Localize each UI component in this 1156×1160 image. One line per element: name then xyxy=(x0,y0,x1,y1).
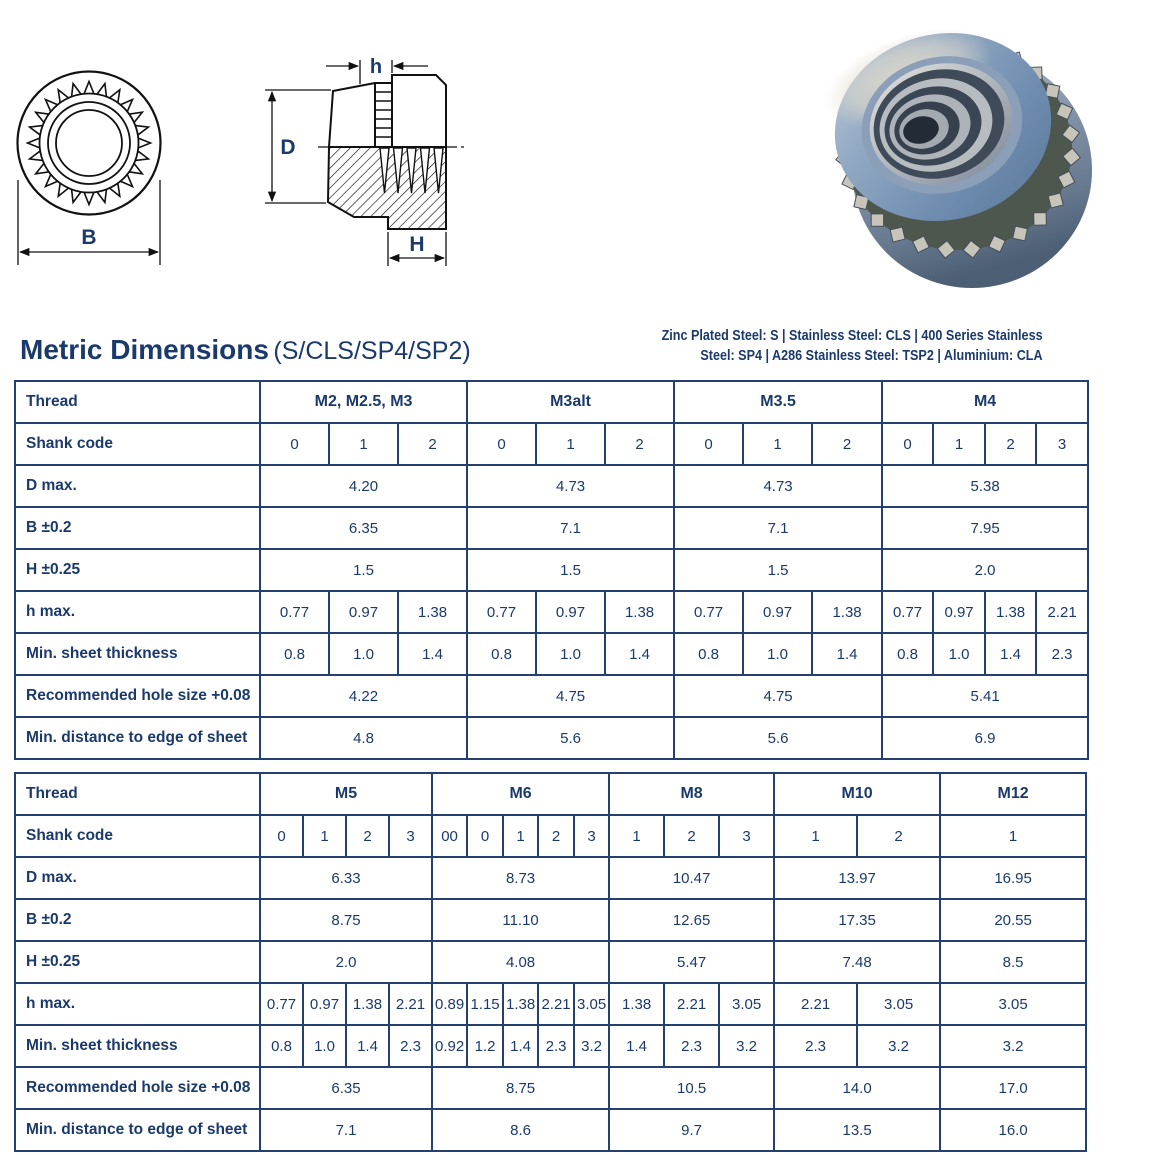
value-cell: 1.4 xyxy=(812,633,882,675)
value-cell: 0.8 xyxy=(260,1025,303,1067)
value-cell: 14.0 xyxy=(774,1067,940,1109)
value-cell: 1.5 xyxy=(467,549,674,591)
value-cell: 4.22 xyxy=(260,675,467,717)
value-cell: 2.3 xyxy=(664,1025,719,1067)
value-cell: 1.4 xyxy=(985,633,1036,675)
value-cell: 4.73 xyxy=(674,465,882,507)
value-cell: 16.95 xyxy=(940,857,1086,899)
value-cell: 4.73 xyxy=(467,465,674,507)
value-cell: 1 xyxy=(329,423,398,465)
thread-group-header: M12 xyxy=(940,773,1086,815)
value-cell: 17.0 xyxy=(940,1067,1086,1109)
value-cell: 1.4 xyxy=(503,1025,538,1067)
row-label: Min. distance to edge of sheet xyxy=(15,717,260,759)
row-label: D max. xyxy=(15,465,260,507)
thread-group-header: M3alt xyxy=(467,381,674,423)
value-cell: 3 xyxy=(574,815,609,857)
thread-group-header: M10 xyxy=(774,773,940,815)
value-cell: 1.0 xyxy=(743,633,812,675)
value-cell: 1 xyxy=(933,423,985,465)
value-cell: 5.6 xyxy=(467,717,674,759)
value-cell: 8.5 xyxy=(940,941,1086,983)
row-label: B ±0.2 xyxy=(15,899,260,941)
value-cell: 1.0 xyxy=(933,633,985,675)
value-cell: 2.3 xyxy=(774,1025,857,1067)
shank-knurl-lines xyxy=(375,92,392,137)
value-cell: 2 xyxy=(605,423,674,465)
value-cell: 1.4 xyxy=(605,633,674,675)
value-cell: 10.5 xyxy=(609,1067,774,1109)
row-label: D max. xyxy=(15,857,260,899)
value-cell: 0 xyxy=(467,815,503,857)
value-cell: 8.6 xyxy=(432,1109,609,1151)
value-cell: 5.38 xyxy=(882,465,1088,507)
value-cell: 1.38 xyxy=(398,591,467,633)
value-cell: 1 xyxy=(536,423,605,465)
value-cell: 7.1 xyxy=(674,507,882,549)
value-cell: 1.38 xyxy=(985,591,1036,633)
value-cell: 16.0 xyxy=(940,1109,1086,1151)
value-cell: 3.2 xyxy=(857,1025,940,1067)
value-cell: 2.3 xyxy=(538,1025,574,1067)
table-row-b-0-2 xyxy=(15,899,1086,941)
value-cell: 2 xyxy=(346,815,389,857)
materials-note-line2: Steel: SP4 | A286 Stainless Steel: TSP2 | Aluminium: CLA xyxy=(700,347,1043,364)
value-cell: 11.10 xyxy=(432,899,609,941)
page-title xyxy=(20,334,471,366)
table-row-shank-code xyxy=(15,423,1088,465)
row-label: Min. sheet thickness xyxy=(15,1025,260,1067)
value-cell: 1 xyxy=(303,815,346,857)
row-label: H ±0.25 xyxy=(15,549,260,591)
value-cell: 10.47 xyxy=(609,857,774,899)
value-cell: 00 xyxy=(432,815,467,857)
value-cell: 2.3 xyxy=(1036,633,1088,675)
value-cell: 3.05 xyxy=(719,983,774,1025)
value-cell: 0.89 xyxy=(432,983,467,1025)
row-label: Min. sheet thickness xyxy=(15,633,260,675)
value-cell: 1.38 xyxy=(346,983,389,1025)
table-row-h-max- xyxy=(15,591,1088,633)
dim-label-b: B xyxy=(81,226,97,249)
value-cell: 1.0 xyxy=(536,633,605,675)
value-cell: 0.8 xyxy=(674,633,743,675)
value-cell: 1.38 xyxy=(812,591,882,633)
table-row-recommended-hole-size-0-08 xyxy=(15,675,1088,717)
value-cell: 2 xyxy=(664,815,719,857)
value-cell: 1.0 xyxy=(329,633,398,675)
value-cell: 2 xyxy=(985,423,1036,465)
value-cell: 3.2 xyxy=(940,1025,1086,1067)
value-cell: 13.97 xyxy=(774,857,940,899)
dim-label-h-cap: H xyxy=(409,233,425,256)
value-cell: 1.15 xyxy=(467,983,503,1025)
row-label: Recommended hole size +0.08 xyxy=(15,675,260,717)
title-suffix: (S/CLS/SP4/SP2) xyxy=(273,337,471,365)
table-row-min-sheet-thickness xyxy=(15,633,1088,675)
value-cell: 0.97 xyxy=(329,591,398,633)
row-label: Thread xyxy=(15,381,260,423)
materials-note xyxy=(662,326,1043,366)
value-cell: 2.21 xyxy=(538,983,574,1025)
value-cell: 0 xyxy=(674,423,743,465)
table-row-recommended-hole-size-0-08 xyxy=(15,1067,1086,1109)
value-cell: 0.97 xyxy=(303,983,346,1025)
row-label: h max. xyxy=(15,983,260,1025)
value-cell: 2.21 xyxy=(664,983,719,1025)
section-outline xyxy=(329,75,446,147)
value-cell: 13.5 xyxy=(774,1109,940,1151)
table-row-thread xyxy=(15,773,1086,815)
serration-teeth xyxy=(28,82,151,205)
value-cell: 1 xyxy=(609,815,664,857)
dim-label-h-small: h xyxy=(369,56,383,78)
value-cell: 12.65 xyxy=(609,899,774,941)
value-cell: 8.75 xyxy=(260,899,432,941)
table-row-min-distance-to-edge-of-sheet xyxy=(15,1109,1086,1151)
value-cell: 2 xyxy=(538,815,574,857)
value-cell: 3 xyxy=(389,815,432,857)
value-cell: 6.33 xyxy=(260,857,432,899)
table-row-h-max- xyxy=(15,983,1086,1025)
table-row-d-max- xyxy=(15,465,1088,507)
thread-group-header: M3.5 xyxy=(674,381,882,423)
metric-table-small-threads xyxy=(14,380,1089,760)
section-view-drawing xyxy=(250,20,480,290)
value-cell: 3.05 xyxy=(940,983,1086,1025)
value-cell: 0.97 xyxy=(536,591,605,633)
value-cell: 5.41 xyxy=(882,675,1088,717)
value-cell: 2.21 xyxy=(1036,591,1088,633)
value-cell: 4.8 xyxy=(260,717,467,759)
value-cell: 3.05 xyxy=(574,983,609,1025)
value-cell: 0 xyxy=(467,423,536,465)
value-cell: 3.2 xyxy=(719,1025,774,1067)
value-cell: 1 xyxy=(743,423,812,465)
value-cell: 17.35 xyxy=(774,899,940,941)
table-row-min-sheet-thickness xyxy=(15,1025,1086,1067)
value-cell: 0.92 xyxy=(432,1025,467,1067)
value-cell: 1.5 xyxy=(260,549,467,591)
table-row-d-max- xyxy=(15,857,1086,899)
metric-table-large-threads xyxy=(14,772,1087,1152)
value-cell: 0.77 xyxy=(674,591,743,633)
value-cell: 4.75 xyxy=(674,675,882,717)
value-cell: 6.9 xyxy=(882,717,1088,759)
value-cell: 3 xyxy=(719,815,774,857)
value-cell: 0.8 xyxy=(260,633,329,675)
value-cell: 1.38 xyxy=(605,591,674,633)
value-cell: 2.21 xyxy=(774,983,857,1025)
table-row-thread xyxy=(15,381,1088,423)
value-cell: 4.08 xyxy=(432,941,609,983)
value-cell: 8.75 xyxy=(432,1067,609,1109)
value-cell: 3.2 xyxy=(574,1025,609,1067)
value-cell: 1.4 xyxy=(609,1025,664,1067)
value-cell: 1 xyxy=(940,815,1086,857)
thread-group-header: M8 xyxy=(609,773,774,815)
row-label: H ±0.25 xyxy=(15,941,260,983)
dim-label-d: D xyxy=(280,136,296,159)
row-label: Shank code xyxy=(15,815,260,857)
value-cell: 0.77 xyxy=(467,591,536,633)
product-render-3d xyxy=(812,12,1112,302)
value-cell: 1 xyxy=(503,815,538,857)
table-row-shank-code xyxy=(15,815,1086,857)
table-row-b-0-2 xyxy=(15,507,1088,549)
value-cell: 1.2 xyxy=(467,1025,503,1067)
value-cell: 0 xyxy=(882,423,933,465)
value-cell: 1 xyxy=(774,815,857,857)
value-cell: 7.1 xyxy=(260,1109,432,1151)
value-cell: 0.8 xyxy=(882,633,933,675)
row-label: h max. xyxy=(15,591,260,633)
value-cell: 1.38 xyxy=(609,983,664,1025)
thread-group-header: M6 xyxy=(432,773,609,815)
row-label: Shank code xyxy=(15,423,260,465)
materials-note-line1: Zinc Plated Steel: S | Stainless Steel: CLS | 400 Series Stainless xyxy=(661,327,1043,344)
value-cell: 5.6 xyxy=(674,717,882,759)
value-cell: 5.47 xyxy=(609,941,774,983)
value-cell: 2.0 xyxy=(882,549,1088,591)
value-cell: 9.7 xyxy=(609,1109,774,1151)
table-row-h-0-25 xyxy=(15,549,1088,591)
value-cell: 0.97 xyxy=(933,591,985,633)
title-main: Metric Dimensions xyxy=(20,334,269,365)
metric-dimensions-table-2 xyxy=(14,772,1087,1152)
value-cell: 3 xyxy=(1036,423,1088,465)
value-cell: 6.35 xyxy=(260,507,467,549)
value-cell: 1.5 xyxy=(674,549,882,591)
value-cell: 20.55 xyxy=(940,899,1086,941)
front-view-circles xyxy=(18,72,161,215)
value-cell: 7.1 xyxy=(467,507,674,549)
value-cell: 0 xyxy=(260,815,303,857)
value-cell: 2.0 xyxy=(260,941,432,983)
value-cell: 6.35 xyxy=(260,1067,432,1109)
value-cell: 0.77 xyxy=(260,591,329,633)
row-label: Min. distance to edge of sheet xyxy=(15,1109,260,1151)
value-cell: 0 xyxy=(260,423,329,465)
value-cell: 2 xyxy=(398,423,467,465)
metric-dimensions-table-1 xyxy=(14,380,1089,760)
value-cell: 7.95 xyxy=(882,507,1088,549)
row-label: B ±0.2 xyxy=(15,507,260,549)
value-cell: 7.48 xyxy=(774,941,940,983)
value-cell: 2.21 xyxy=(389,983,432,1025)
value-cell: 1.0 xyxy=(303,1025,346,1067)
table-row-min-distance-to-edge-of-sheet xyxy=(15,717,1088,759)
value-cell: 0.97 xyxy=(743,591,812,633)
value-cell: 2.3 xyxy=(389,1025,432,1067)
front-view-drawing xyxy=(8,20,183,290)
thread-group-header: M2, M2.5, M3 xyxy=(260,381,467,423)
value-cell: 1.4 xyxy=(398,633,467,675)
value-cell: 2 xyxy=(812,423,882,465)
value-cell: 4.20 xyxy=(260,465,467,507)
row-label: Recommended hole size +0.08 xyxy=(15,1067,260,1109)
value-cell: 0.8 xyxy=(467,633,536,675)
table-row-h-0-25 xyxy=(15,941,1086,983)
thread-group-header: M4 xyxy=(882,381,1088,423)
value-cell: 8.73 xyxy=(432,857,609,899)
value-cell: 0.77 xyxy=(260,983,303,1025)
value-cell: 3.05 xyxy=(857,983,940,1025)
value-cell: 0.77 xyxy=(882,591,933,633)
value-cell: 1.38 xyxy=(503,983,538,1025)
thread-group-header: M5 xyxy=(260,773,432,815)
value-cell: 2 xyxy=(857,815,940,857)
value-cell: 4.75 xyxy=(467,675,674,717)
value-cell: 1.4 xyxy=(346,1025,389,1067)
row-label: Thread xyxy=(15,773,260,815)
